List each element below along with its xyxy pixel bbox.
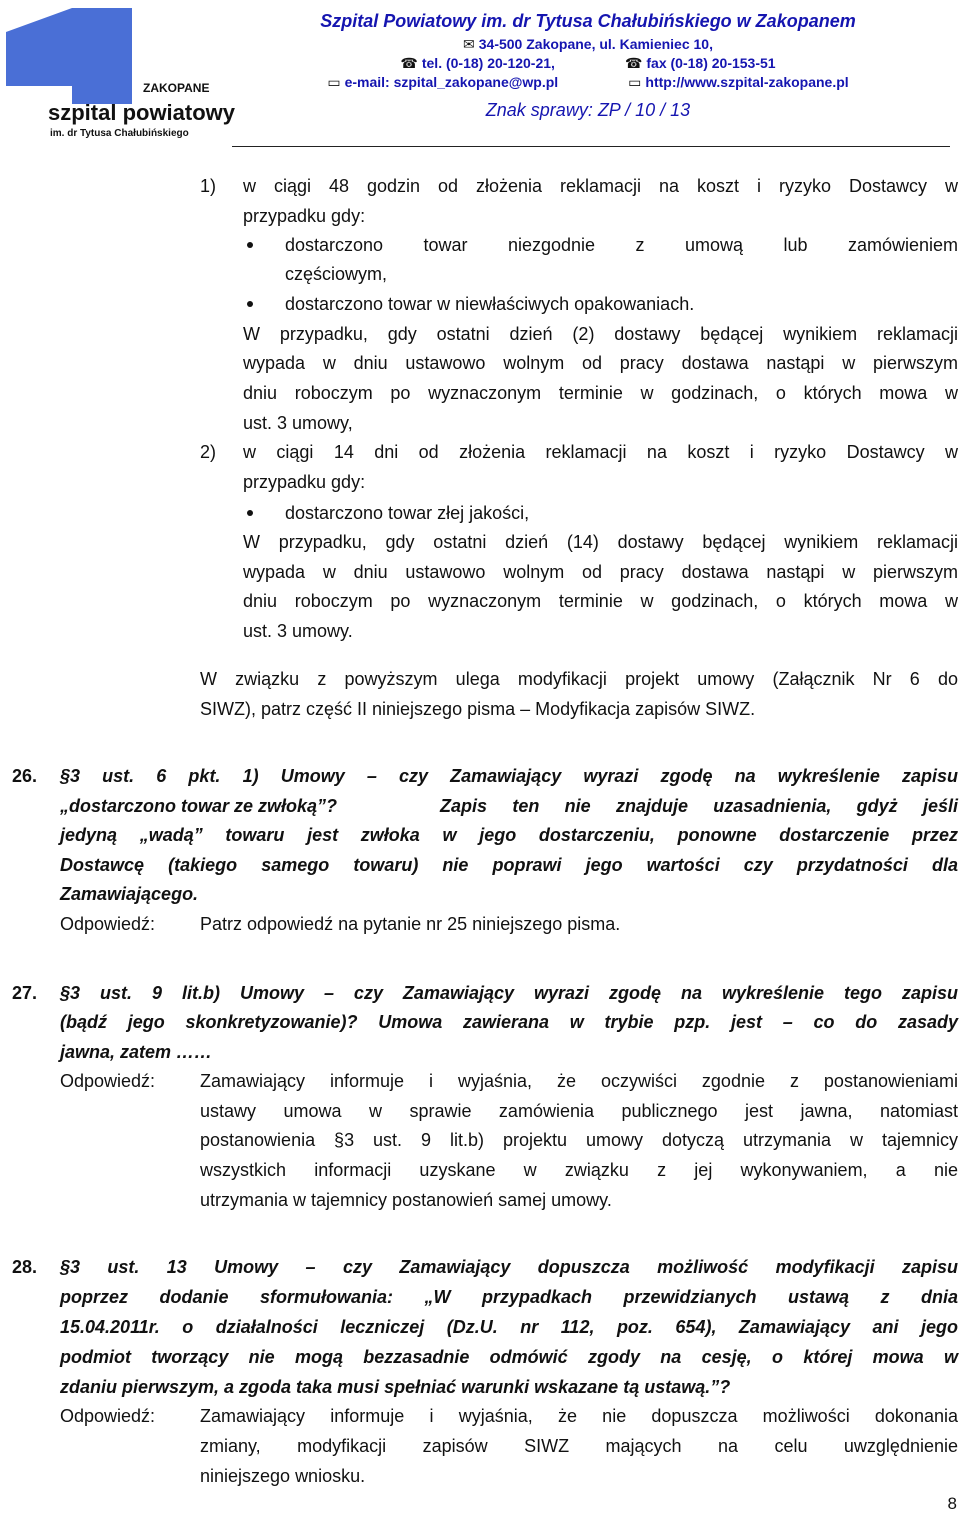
item-2-number: 2): [200, 442, 217, 462]
paragraph-line: W przypadku, gdy ostatni dzień (14) dostawy będącej wynikiem reklamacji: [243, 532, 958, 552]
item-2-line: przypadku gdy:: [243, 472, 366, 492]
paragraph-line: dniu roboczym po wyznaczonym terminie w godzinach, o których mowa w: [243, 591, 958, 611]
item-1-number: 1): [200, 176, 217, 196]
question-26-line: Zamawiającego.: [60, 884, 199, 904]
paragraph-line: W związku z powyższym ulega modyfikacji projekt umowy (Załącznik Nr 6 do: [200, 669, 958, 689]
paragraph-line: wypada w dniu ustawowo wolnym od pracy dostawa nastąpi w pierwszym: [243, 353, 958, 373]
item-2-line: w ciągi 14 dni od złożenia reklamacji na koszt i ryzyko Dostawcy w: [243, 442, 958, 462]
question-28-number: 28.: [12, 1257, 38, 1277]
envelope-icon: ✉: [463, 36, 475, 52]
contact-line: [232, 74, 944, 91]
address-line: ✉ 34-500 Zakopane, ul. Kamieniec 10,: [463, 36, 713, 52]
website-link[interactable]: http://www.szpital-zakopane.pl: [645, 74, 849, 90]
case-number: Znak sprawy: ZP / 10 / 13: [485, 100, 691, 120]
email-link[interactable]: e-mail: szpital_zakopane@wp.pl: [344, 74, 559, 90]
hospital-logo: [6, 8, 236, 140]
hospital-name: Szpital Powiatowy im. dr Tytusa Chałubińskiego w Zakopanem: [320, 11, 856, 31]
bullet-text: dostarczono towar niezgodnie z umową lub zamówieniem: [285, 235, 958, 255]
question-28-line: podmiot tworzący nie mogą bezzasadnie odmówić zgody na cesję, o której mowa w: [60, 1347, 958, 1367]
question-28-line: zdaniu pierwszym, a zgoda taka musi spełniać warunki wskazane tą ustawą.”?: [60, 1377, 731, 1397]
question-28-line: poprzez dodanie sformułowania: „W przypadkach przewidzianych ustawą z dnia: [60, 1287, 958, 1307]
answer-27-line: wszystkich informacji uzyskane w związku z jej wykonywaniem, a nie: [200, 1160, 958, 1180]
question-26-line: §3 ust. 6 pkt. 1) Umowy – czy Zamawiający wyrazi zgodę na wykreślenie zapisu: [60, 766, 958, 786]
question-27-line: jawna, zatem ……: [60, 1042, 213, 1062]
question-26-line: jedyną „wadą” towaru jest zwłoka w jego dostarczeniu, ponowne dostarczenie przez: [60, 825, 958, 845]
bullet-text: częściowym,: [285, 264, 388, 284]
fax-text: fax (0-18) 20-153-51: [646, 55, 776, 71]
answer-27-line: ustawy umowa w sprawie zamówienia publicznego jest jawna, natomiast: [200, 1101, 958, 1121]
answer-28-line: Zamawiający informuje i wyjaśnia, że nie dopuszcza możliwości dokonania: [200, 1406, 958, 1426]
bullet-icon: [247, 301, 253, 307]
paragraph-line: ust. 3 umowy.: [243, 621, 353, 641]
question-28-line: 15.04.2011r. o działalności leczniczej (Dz.U. nr 112, poz. 654), Zamawiający ani jego: [60, 1317, 958, 1337]
svg-text:im. dr Tytusa Chałubińskiego: im. dr Tytusa Chałubińskiego: [50, 128, 189, 139]
header-divider: [232, 146, 950, 147]
svg-text:szpital powiatowy: szpital powiatowy: [48, 100, 236, 125]
answer-label: Odpowiedź:: [60, 1071, 156, 1091]
question-26-line: „dostarczono towar ze zwłoką”?: [60, 796, 338, 816]
question-26-number: 26.: [12, 766, 38, 786]
question-26-line: Dostawcę (takiego samego towaru) nie poprawi jego wartości czy przydatności dla: [60, 855, 958, 875]
question-27-line: §3 ust. 9 lit.b) Umowy – czy Zamawiający wyrazi zgodę na wykreślenie tego zapisu: [60, 983, 958, 1003]
answer-label: Odpowiedź:: [60, 1406, 156, 1426]
question-27-number: 27.: [12, 983, 38, 1003]
paragraph-line: wypada w dniu ustawowo wolnym od pracy dostawa nastąpi w pierwszym: [243, 562, 958, 582]
paragraph-line: dniu roboczym po wyznaczonym terminie w godzinach, o których mowa w: [243, 383, 958, 403]
answer-28-line: zmiany, modyfikacji zapisów SIWZ mających na celu uwzględnienie: [200, 1436, 958, 1456]
computer-icon: ▭: [327, 74, 341, 90]
question-28-line: §3 ust. 13 Umowy – czy Zamawiający dopuszcza możliwość modyfikacji zapisu: [60, 1257, 958, 1277]
phone-icon: ☎: [400, 55, 418, 71]
question-26-line: Zapis ten nie znajduje uzasadnienia, gdyż jeśli: [440, 796, 958, 816]
paragraph-line: ust. 3 umowy,: [243, 413, 353, 433]
answer-27-line: postanowienia §3 ust. 9 lit.b) projektu umowy dotyczą utrzymania w tajemnicy: [200, 1130, 958, 1150]
computer-icon: ▭: [628, 74, 642, 90]
bullet-text: dostarczono towar w niewłaściwych opakowaniach.: [285, 294, 695, 314]
paragraph-line: SIWZ), patrz część II niniejszego pisma – Modyfikacja zapisów SIWZ.: [200, 699, 756, 719]
phone-line: [232, 55, 944, 72]
svg-text:ZAKOPANE: ZAKOPANE: [143, 81, 210, 95]
question-27-line: (bądź jego skonkretyzowanie)? Umowa zawierana w trybie pzp. jest – co do zasady: [60, 1012, 958, 1032]
answer-27-line: Zamawiający informuje i wyjaśnia, że oczywiści zgodnie z postanowieniami: [200, 1071, 958, 1091]
page-number: 8: [947, 1494, 957, 1513]
item-1-line: przypadku gdy:: [243, 206, 366, 226]
answer-28-line: niniejszego wniosku.: [200, 1466, 366, 1486]
bullet-icon: [247, 242, 253, 248]
tel-text: tel. (0-18) 20-120-21,: [421, 55, 555, 71]
item-1-line: w ciągi 48 godzin od złożenia reklamacji na koszt i ryzyko Dostawcy w: [243, 176, 958, 196]
answer-26-line: Patrz odpowiedź na pytanie nr 25 niniejszego pisma.: [200, 914, 621, 934]
fax-icon: ☎: [624, 55, 643, 71]
bullet-text: dostarczono towar złej jakości,: [285, 503, 530, 523]
bullet-icon: [247, 510, 253, 516]
answer-27-line: utrzymania w tajemnicy postanowień samej umowy.: [200, 1190, 612, 1210]
answer-label: Odpowiedź:: [60, 914, 156, 934]
paragraph-line: W przypadku, gdy ostatni dzień (2) dostawy będącej wynikiem reklamacji: [243, 324, 958, 344]
